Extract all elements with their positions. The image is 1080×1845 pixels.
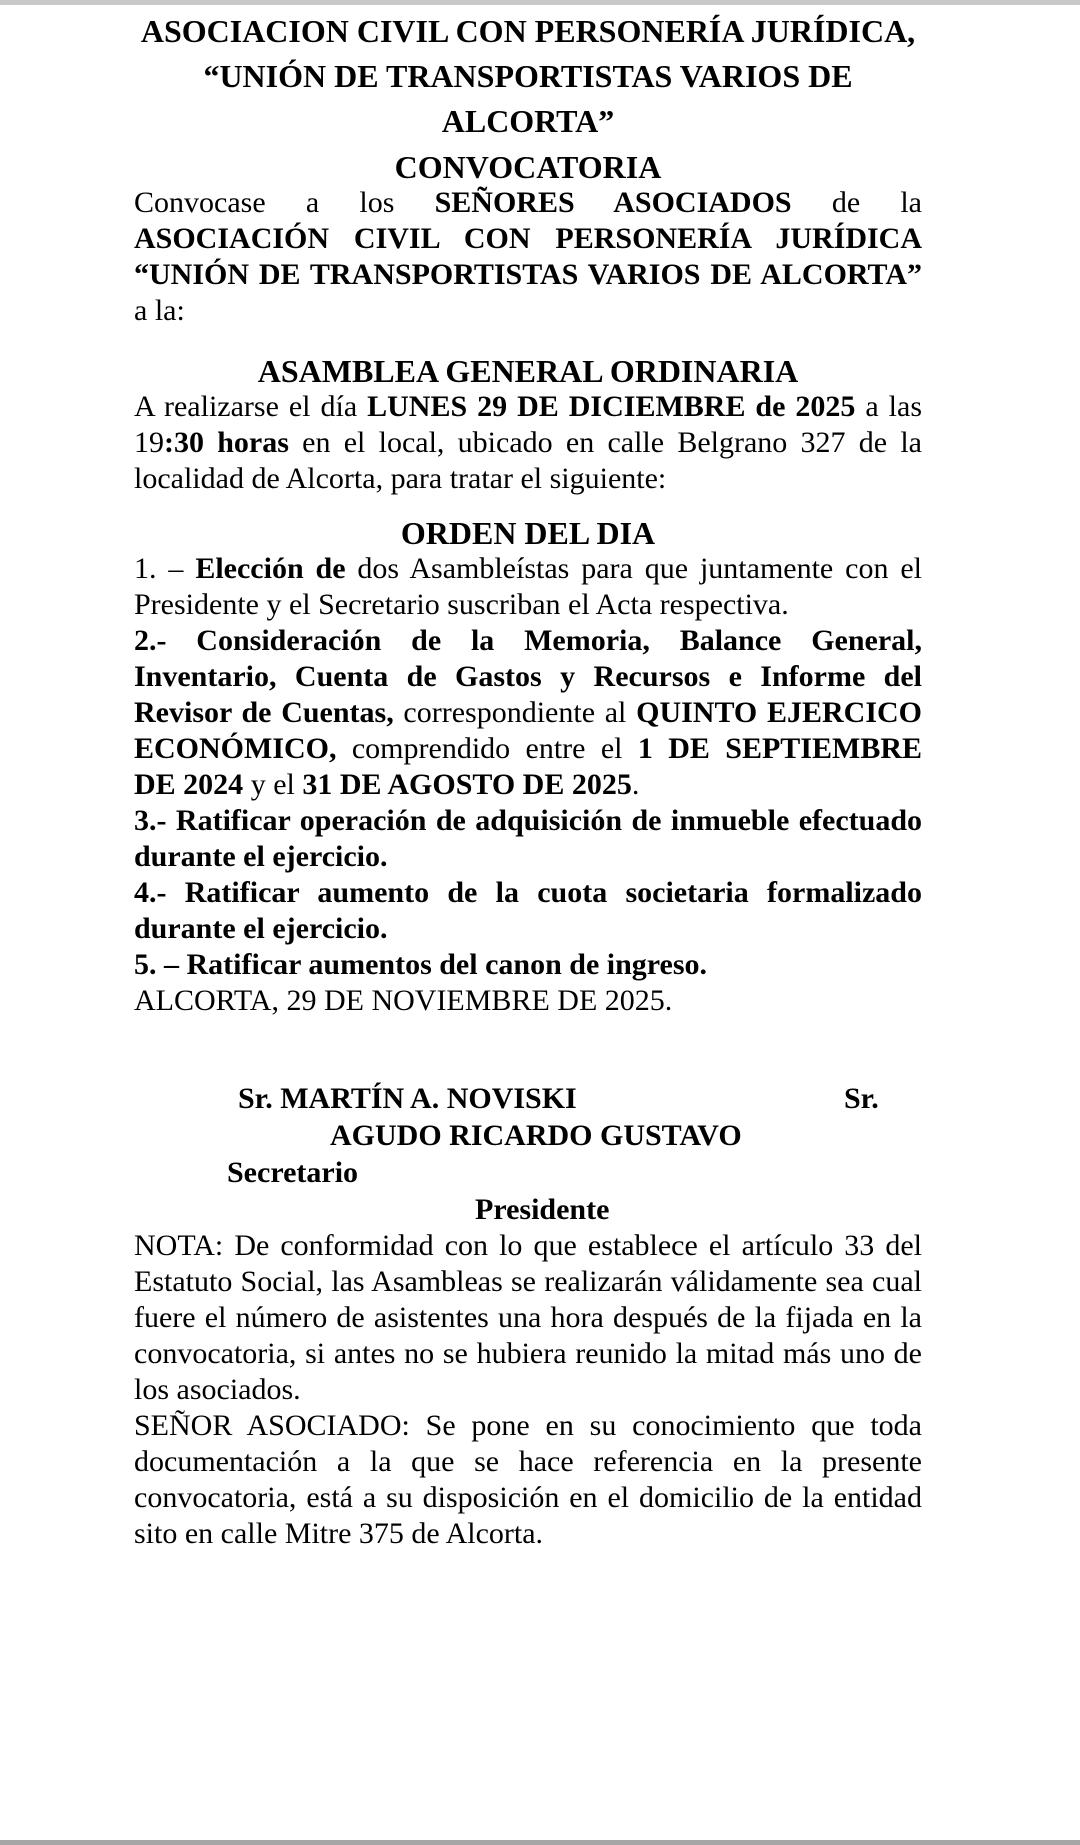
heading-orden-del-dia: ORDEN DEL DIA	[400, 515, 656, 551]
secretary-role-label: Secretario	[227, 1156, 359, 1189]
paragraph-nota: NOTA: De conformidad con lo que establece el artículo 33 del Estatuto Social, las Asambleas se realizarán válidamente sea cual fuere el número de asistentes una hora después de la fijada en la convocatoria, si antes no se hubiera reunido la mitad más uno de los asociados.	[134, 1229, 922, 1406]
title-line-3: ALCORTA”	[441, 103, 615, 139]
association-title	[134, 9, 922, 144]
scan-edge-bottom	[0, 1840, 1080, 1845]
agenda-item-1: 1. – Elección de dos Asambleístas para que juntamente con el Presidente y el Secretario suscriban el Acta respectiva.	[134, 552, 923, 621]
president-signature-name: AGUDO RICARDO GUSTAVO	[330, 1119, 742, 1152]
heading-asamblea-general-ordinaria: ASAMBLEA GENERAL ORDINARIA	[257, 353, 799, 389]
title-line-2: “UNIÓN DE TRANSPORTISTAS VARIOS DE	[203, 58, 853, 94]
agenda-item-5: 5. – Ratificar aumentos del canon de ingreso.	[134, 948, 708, 981]
president-role-label: Presidente	[475, 1193, 610, 1226]
signature-block	[134, 1080, 922, 1228]
paragraph-realizarse: A realizarse el día LUNES 29 DE DICIEMBRE de 2025 a las 19:30 horas en el local, ubicado en calle Belgrano 327 de la localidad de Alcorta, para tratar el siguiente:	[134, 390, 922, 495]
agenda-item-4: 4.- Ratificar aumento de la cuota societaria formalizado durante el ejercicio.	[134, 876, 922, 945]
secretary-signature-name: Sr. MARTÍN A. NOVISKI	[238, 1082, 577, 1115]
agenda-item-3: 3.- Ratificar operación de adquisición de inmueble efectuado durante el ejercicio.	[134, 804, 922, 873]
paragraph-convocase: Convocase a los SEÑORES ASOCIADOS de la ASOCIACIÓN CIVIL CON PERSONERÍA JURÍDICA “UNIÓN DE TRANSPORTISTAS VARIOS DE ALCORTA” a la:	[134, 186, 923, 327]
date-line: ALCORTA, 29 DE NOVIEMBRE DE 2025.	[134, 984, 673, 1017]
agenda-item-2: 2.- Consideración de la Memoria, Balance General, Inventario, Cuenta de Gastos y Recursos e Informe del Revisor de Cuentas, correspondiente al QUINTO EJERCICO ECONÓMICO, comprendido entre el 1 DE SEPTIEMBRE DE 2024 y el 31 DE AGOSTO DE 2025.	[134, 624, 922, 801]
president-signature-prefix: Sr.	[844, 1082, 879, 1115]
heading-convocatoria: CONVOCATORIA	[394, 149, 662, 185]
scan-edge-top	[0, 0, 1080, 5]
paragraph-senor-asociado: SEÑOR ASOCIADO: Se pone en su conocimiento que toda documentación a la que se hace referencia en la presente convocatoria, está a su disposición en el domicilio de la entidad sito en calle Mitre 375 de Alcorta.	[134, 1409, 922, 1550]
title-line-1: ASOCIACION CIVIL CON PERSONERÍA JURÍDICA,	[140, 13, 916, 49]
